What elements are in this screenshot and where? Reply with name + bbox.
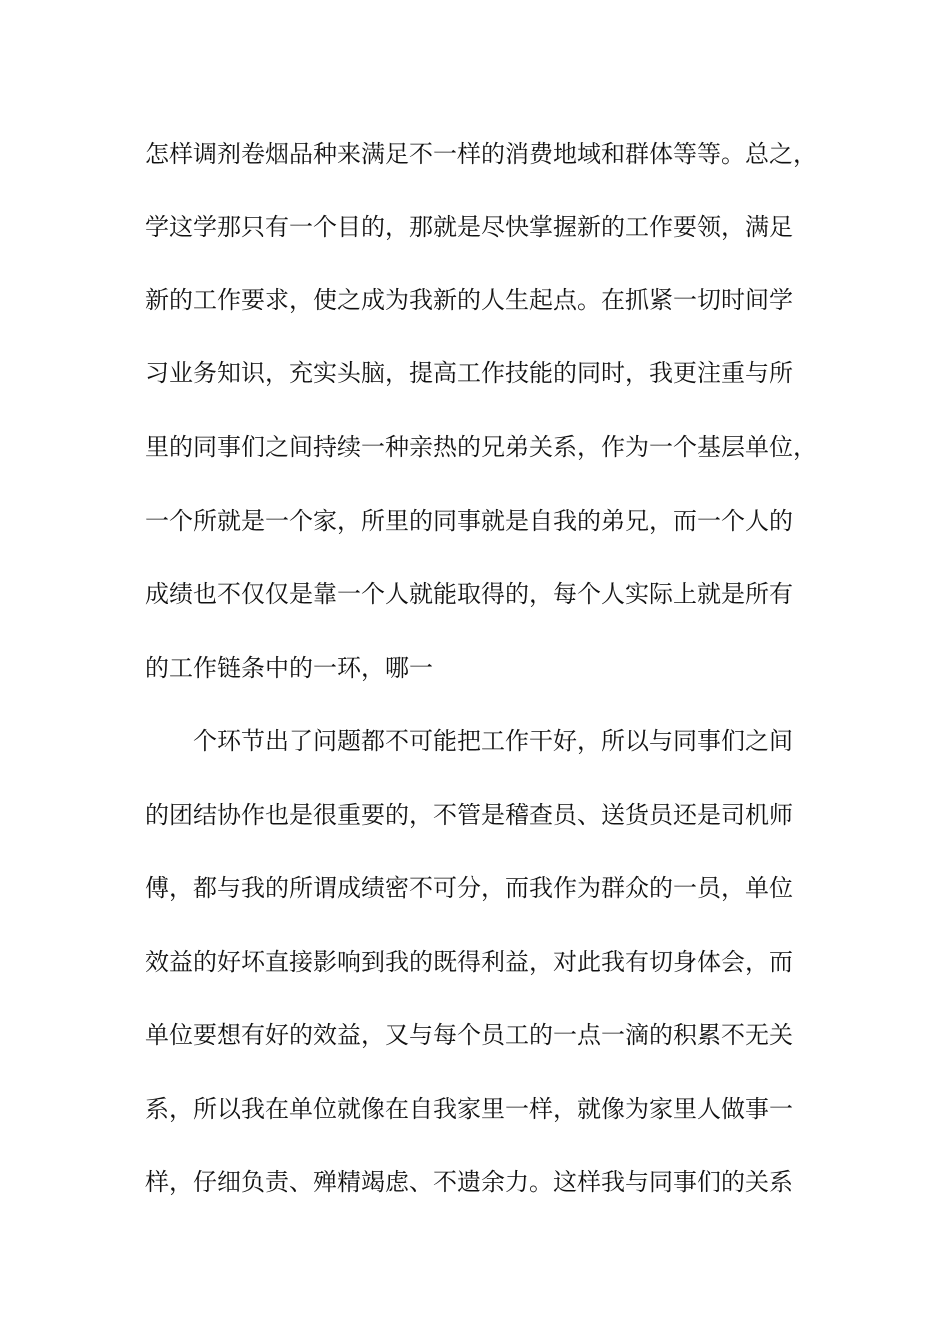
text-line: 样，仔细负责、殚精竭虑、不遗余力。这样我与同事们的关系 — [145, 1168, 793, 1196]
text-line: 系，所以我在单位就像在自我家里一样，就像为家里人做事一 — [145, 1095, 793, 1123]
text-line: 习业务知识，充实头脑，提高工作技能的同时，我更注重与所 — [145, 359, 793, 387]
text-line: 的团结协作也是很重要的，不管是稽查员、送货员还是司机师 — [145, 801, 793, 829]
text-line: 傅，都与我的所谓成绩密不可分，而我作为群众的一员，单位 — [145, 874, 793, 902]
text-line: 成绩也不仅仅是靠一个人就能取得的，每个人实际上就是所有 — [145, 580, 793, 608]
text-line: 里的同事们之间持续一种亲热的兄弟关系，作为一个基层单位， — [145, 433, 817, 461]
text-line: 单位要想有好的效益，又与每个员工的一点一滴的积累不无关 — [145, 1021, 793, 1049]
text-line: 学这学那只有一个目的，那就是尽快掌握新的工作要领，满足 — [145, 213, 793, 241]
text-line: 的工作链条中的一环，哪一 — [145, 654, 433, 682]
text-line: 怎样调剂卷烟品种来满足不一样的消费地域和群体等等。总之， — [145, 140, 817, 168]
text-line: 新的工作要求，使之成为我新的人生起点。在抓紧一切时间学 — [145, 286, 793, 314]
text-line: 一个所就是一个家，所里的同事就是自我的弟兄，而一个人的 — [145, 507, 793, 535]
text-line: 效益的好坏直接影响到我的既得利益，对此我有切身体会，而 — [145, 948, 793, 976]
paragraph-first-line: 个环节出了问题都不可能把工作干好，所以与同事们之间 — [193, 727, 793, 755]
